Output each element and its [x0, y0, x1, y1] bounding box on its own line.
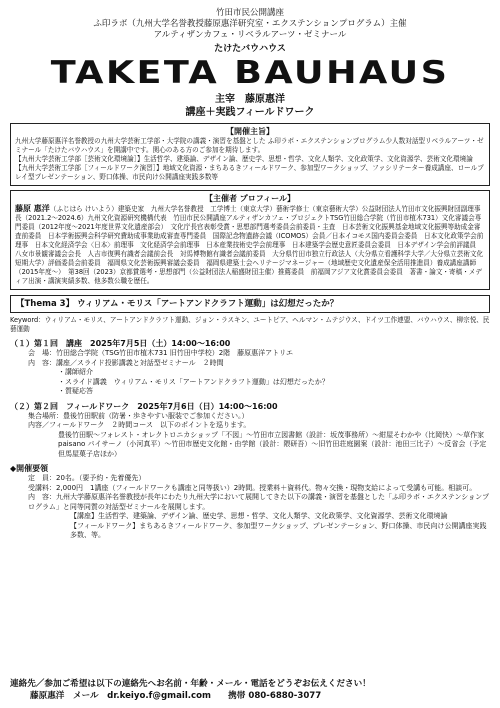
- session-1-head: （１）第１回 講座 2025年7月5日（土）14:00〜16:00: [10, 339, 231, 348]
- session-2-head: （２）第２回 フィールドワーク 2025年7月6日（日）14:00〜16:00: [10, 401, 278, 411]
- contact-line-1: 連絡先／参加ご希望は以下の連絡先へお名前・年齢・メール・電話をどうぞお伝えください！: [10, 679, 371, 689]
- header-line2: ふ印ラボ（九州大学名誉教授藤原惠洋研究室・エクステンションプログラム）主催: [93, 19, 407, 29]
- thema-box: [10, 295, 490, 313]
- requirements-head: ◆開催要領: [10, 464, 49, 473]
- thema-label: 【Thema 3】: [16, 299, 75, 309]
- requirements-field: 【フィールドワーク】まちあるきフィールドワーク、参加型ワークショップ、プレゼンテーション、野口体操、市民向け公開講座実践多数、等。: [70, 521, 487, 539]
- session-2: [10, 401, 494, 460]
- contact-block: [10, 678, 490, 702]
- title-logo: TAKETA BAUHAUS: [50, 55, 450, 91]
- purpose-text-2: 【九州大学芸術工学部［芸術文化環境論］】生活哲学、建築論、デザイン論、歴史学、思想・哲学、文化人類学、文化政策学、文化資源学、芸術文化環境論: [15, 155, 473, 163]
- header-line1: 竹田市民公開講座: [215, 8, 284, 18]
- subtitle-line: 講座＋実践フィールドワーク: [185, 107, 315, 118]
- profile-name: 藤原 惠洋: [15, 204, 50, 213]
- purpose-title: 【開催主旨】: [226, 127, 274, 136]
- profile-title: 【主催者 プロフィール】: [205, 194, 295, 203]
- session-1: [10, 338, 490, 397]
- title-kana: たけたバウハウス: [214, 44, 286, 54]
- profile-text: [15, 204, 485, 286]
- contact-line-2: 藤原惠洋 メール dr.keiyo.f@gmail.com 携帯 080-6880-3077: [30, 691, 322, 701]
- requirements-lecture: 【講座】生活哲学、建築論、デザイン論、歴史学、思想・哲学、文化人類学、文化政策学、文化資源学、芸術文化環境論: [70, 512, 448, 520]
- lecturer-line: 主宰 藤原惠洋: [215, 94, 285, 105]
- session-2-meet: 集合場所：豊後竹田駅前（防暑・歩きやすい服装でご参加ください。）: [28, 411, 249, 420]
- purpose-text-3: 【九州大学芸術工学部［フィールドワーク演習］】地域文化資源・まちあるきフィールドワーク、参加型ワークショップ、ファシリテーター養成講座、ロールプレイ型プレゼンテーション、野口体操、市民向け公開講座実践多数等: [15, 164, 484, 181]
- profile-body: 建築史家 九州大学名誉教授 工学博士（東京大学）藝術学修士（東京藝術大学）公益財団法人竹田市文化振興財団副理事長（2021.2〜2024.6）九州文化資源研究機構代表 竹田市民公開講座アルティザンカフェ・プロジェクトTSG竹田総合学院（竹田市植木731）文化審議会専門委員（2012年度〜2021年度世界文化遺産部会） 文化庁長官表彰受賞・思想部門選考委員会前委員・主査 日本芸術文化振興基金地域文化振興等助成金審査前委員 日本学術振興会科学研究費助成事業助成審査専門委員 国際記念物遺跡会議（ICOMOS）会員／日本イコモス国内委員会委員 日本文化政策学会前理事 日本文化経済学会〈日本〉前理事 文化経済学会前理事 日本産業技術史学会前理事 日本建築学会歴史意匠委員会委員 日本デザイン学会前評議員 八女市景観審議会会長 人吉市復興有識者会議前会長 対馬博物館有識者会議前委員 大分県竹田市独立行政法人（大分県立看護科学大学／大分県立芸術文化短期大学）評価委員会前委員 福岡県文化芸術振興審議会委員 福岡県建築士会ヘリテージマネージャー（地域歴史文化遺産保全活用推進員）養成講座講師（2015年度〜） 第38回（2023）京都賞選考・思想部門（公益財団法人稲盛財団主催）推薦委員 前福岡アジア文化賞委員会委員 著書・論文・寄稿・メディア出演・講演実績多数、他多数公職を歴任。: [15, 205, 484, 285]
- session-1-bullet-2: ・スライド講義 ウィリアム・モリス「アートアンドクラフト運動」は幻想だったか？: [58, 377, 329, 386]
- session-1-place: 会 場：竹田総合学院（TSG竹田市植木731 旧竹田中学校）2階 藤原惠洋アトリエ: [28, 349, 294, 357]
- requirements-capacity: 定 員：20名。（要予約・先着優先）: [28, 474, 146, 482]
- profile-box: [10, 190, 490, 290]
- keywords: Keyword：ウィリアム・モリス、アートアンドクラフト運動、ジョン・ラスキン、ユートピア、ヘルマン・ムテジウス、ドイツ工作連盟、バウハウス、柳宗悦、民藝運動: [10, 316, 490, 333]
- requirements: [10, 463, 490, 541]
- purpose-box: [10, 123, 490, 186]
- requirements-desc: 内 容：九州大学藤原惠洋名誉教授が長年にわたり九州大学において展開してきた以下の講義・演習を基盤とした「ふ印ラボ・エクステンションプログラム」と同等同質の対話型ゼミナールを展開します。: [28, 493, 490, 511]
- session-2-content: 内容／フィールドワーク ２時間コース 以下のポイントを巡ります。: [28, 421, 251, 429]
- purpose-text-1: 九州大学藤原惠洋名誉教授の九州大学芸術工学部・大学院の講義・演習を基盤とした ふ印ラボ・エクステンションプログラム少人数対話型リベラルアーツ・ゼミナール「たけたバウハウス」を開講中です。関心のある方のご参加を期待します。: [15, 137, 484, 154]
- profile-reading: （ふじはら けいよう）: [49, 205, 118, 213]
- session-2-route: 豊後竹田駅〜フォレスト・オレクトロニカショップ「不図」〜竹田市立図書館（設計：坂茂事務所）〜紺屋そわかや（比岡快）〜草作家 paisano パイサーノ（小河真平）〜竹田市歴史文化館・由学館（設計：隈研吾）〜旧竹田荘庭園案（設計：池田三比子）〜反省会（予定 但馬屋菓子店ほか）: [58, 430, 494, 458]
- session-1-bullet-3: ・質疑応答: [58, 387, 93, 395]
- header-line3: アルティザンカフェ・リベラルアーツ・ゼミナール: [153, 30, 347, 40]
- session-1-content: 内 容：講座／スライド投影講義と対話型ゼミナール ２時間: [28, 358, 224, 367]
- session-1-bullet-1: ・講師紹介: [58, 368, 93, 376]
- requirements-fee: 受講料：2,000円 1講座（フィールドワークも講座と同等扱い）2時間。授業料＋資料代。物々交換・現物支給によって受講も可能。相談可。: [28, 483, 477, 492]
- thema-title: ウィリアム・モリス「アートアンドクラフト運動」は幻想だったか？: [77, 299, 339, 309]
